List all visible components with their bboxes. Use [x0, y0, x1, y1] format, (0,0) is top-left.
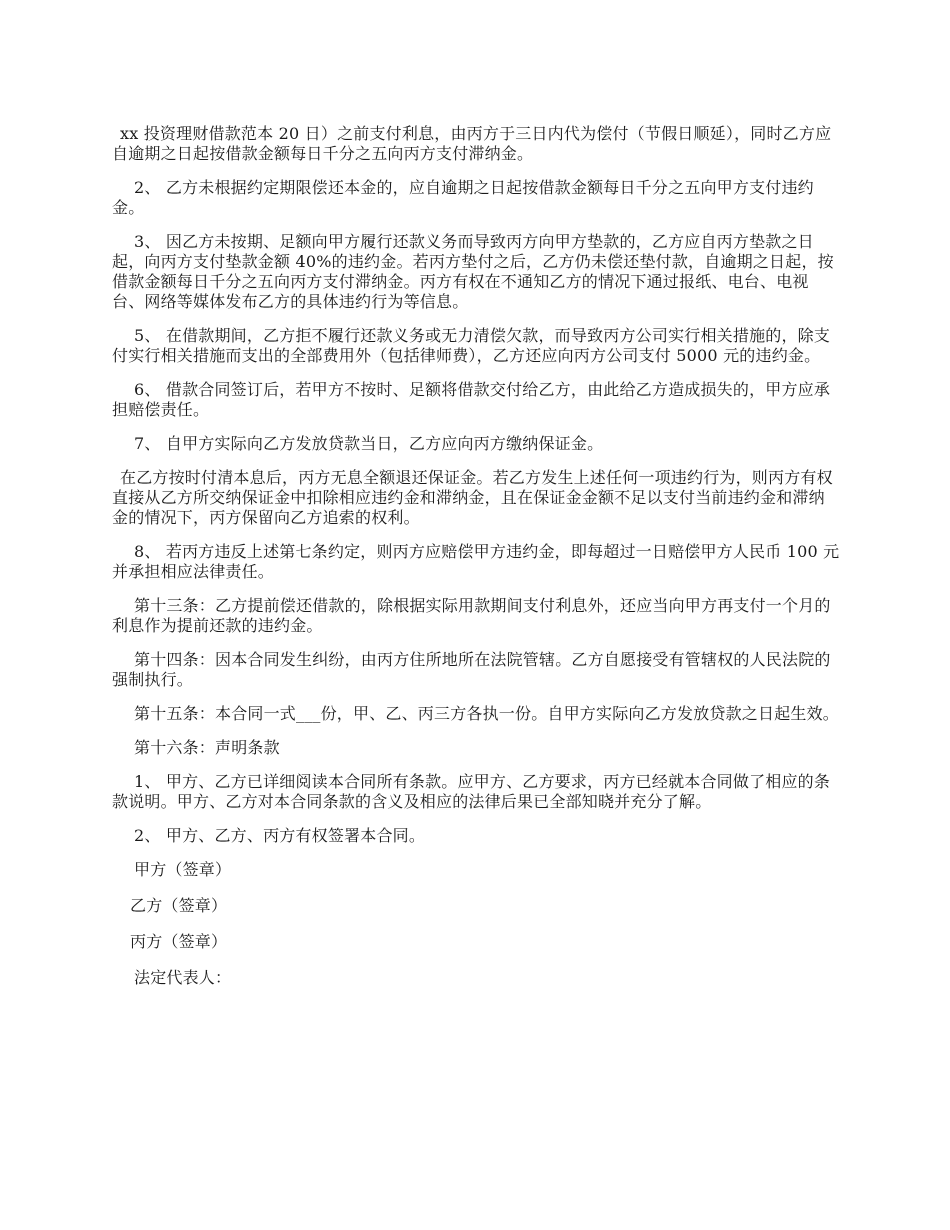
paragraph-clause-2: 2、 乙方未根据约定期限偿还本金的，应自逾期之日起按借款金额每日千分之五向甲方支付违约金。 [112, 178, 814, 217]
paragraph-declaration-1: 1、 甲方、乙方已详细阅读本合同所有条款。应甲方、乙方要求，丙方已经就本合同做了相应的条款说明。甲方、乙方对本合同条款的含义及相应的法律后果已全部知晓并充分了解。 [112, 772, 831, 811]
paragraph-article-14: 第十四条：因本合同发生纠纷，由丙方住所地所在法院管辖。乙方自愿接受有管辖权的人民法院的强制执行。 [112, 650, 831, 689]
signature-legal-representative: 法定代表人： [134, 968, 232, 987]
paragraph-declaration-2: 2、 甲方、乙方、丙方有权签署本合同。 [134, 826, 426, 845]
paragraph-article-13: 第十三条：乙方提前偿还借款的，除根据实际用款期间支付利息外，还应当向甲方再支付一个月的利息作为提前还款的违约金。 [112, 596, 831, 635]
signature-party-c: 丙方（签章） [130, 932, 228, 951]
paragraph-clause-8: 8、 若丙方违反上述第七条约定，则丙方应赔偿甲方违约金，即每超过一日赔偿甲方人民币 100 元并承担相应法律责任。 [112, 542, 840, 581]
paragraph-interest-payment: xx 投资理财借款范本 20 日）之前支付利息，由丙方于三日内代为偿付（节假日顺延），同时乙方应自逾期之日起按借款金额每日千分之五向丙方支付滞纳金。 [112, 124, 832, 163]
paragraph-article-16-heading: 第十六条：声明条款 [134, 738, 280, 757]
paragraph-clause-6: 6、 借款合同签订后，若甲方不按时、足额将借款交付给乙方，由此给乙方造成损失的，甲方应承担赔偿责任。 [112, 380, 831, 419]
signature-party-b: 乙方（签章） [130, 896, 228, 915]
paragraph-deposit-refund: 在乙方按时付清本息后，丙方无息全额退还保证金。若乙方发生上述任何一项违约行为，则丙方有权直接从乙方所交纳保证金中扣除相应违约金和滞纳金，且在保证金金额不足以支付当前违约金和滞纳金的情况下，丙方保留向乙方追索的权利。 [112, 468, 833, 527]
paragraph-clause-5: 5、 在借款期间，乙方拒不履行还款义务或无力清偿欠款，而导致丙方公司实行相关措施的，除支付实行相关措施而支出的全部费用外（包括律师费），乙方还应向丙方公司支付 5000 元的违约金。 [112, 326, 831, 365]
paragraph-clause-7: 7、 自甲方实际向乙方发放贷款当日，乙方应向丙方缴纳保证金。 [134, 434, 604, 453]
paragraph-clause-3: 3、 因乙方未按期、足额向甲方履行还款义务而导致丙方向甲方垫款的，乙方应自丙方垫款之日起，向丙方支付垫款金额 40%的违约金。若丙方垫付之后，乙方仍未偿还垫付款，自逾期之日起，按借款金额每日千分之五向丙方支付滞纳金。丙方有权在不通知乙方的情况下通过报纸、电台、电视台、网络等媒体发布乙方的具体违约行为等信息。 [112, 232, 834, 311]
paragraph-article-15: 第十五条：本合同一式___份，甲、乙、丙三方各执一份。自甲方实际向乙方发放贷款之日起生效。 [134, 704, 840, 723]
document-body [112, 124, 840, 1004]
signature-party-a: 甲方（签章） [134, 860, 232, 879]
